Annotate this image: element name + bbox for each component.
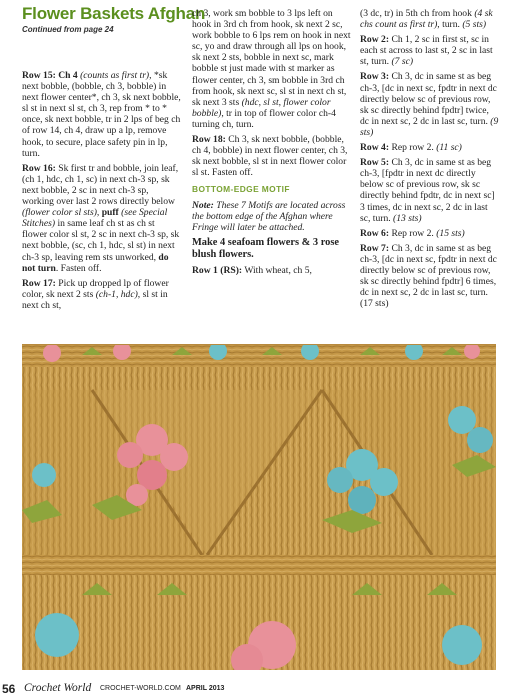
row-6-paragraph: Row 6: Rep row 2. (15 sts) [360, 227, 465, 239]
row-15-paragraph: Row 15: Ch 4 (counts as first tr), *sk next bobble, (bobble, ch 3, bobble) in next flower center*, ch 3, sk next bobble, sl st in next sl st, ch 3, rep from * to * once, sk next bobble, tr in 2 lps of beg ch of row 14, ch 4, draw up a lp, remove hook, to secure, place safety pin in lp, turn. [22, 70, 181, 159]
row-3-paragraph: Row 3: Ch 3, dc in same st as beg ch-3, [dc in next sc, fpdtr in next dc directly below sc of previous row, sk sc directly behind fpdtr] twice, dc in next sc, 2 dc in last sc, turn. (9 sts) [360, 71, 499, 138]
crochet-afghan-photo [22, 344, 496, 670]
row-17-paragraph: Row 17: Pick up dropped lp of flower color, sk next 2 sts (ch-1, hdc), sl st in next ch st, [22, 277, 169, 311]
blue-flower-right-1 [448, 406, 476, 434]
crochet-afghan-illustration [22, 345, 496, 670]
row-4-paragraph: Row 4: Rep row 2. (11 sc) [360, 142, 462, 154]
article-title: Flower Baskets Afghan [22, 4, 206, 23]
blue-flower-3 [370, 468, 398, 496]
flower-bottom-4 [442, 625, 482, 665]
flower-bottom-1 [35, 613, 79, 657]
row-1-paragraph: Row 1 (RS): With wheat, ch 5, [192, 264, 312, 276]
row-5-paragraph: Row 5: Ch 3, dc in same st as beg ch-3, [fpdtr in next dc directly below sc of previous row, sk sc directly behind fpdtr, dc in next sc] 3 times, dc in next sc, 2 dc in last sc, turn. (13 sts) [360, 157, 495, 224]
text-column-2 [192, 8, 352, 280]
note-paragraph: Note: These 7 Motifs are located across the bottom edge of the Afghan where Fringe will later be attached. [192, 199, 346, 233]
blue-flower-right-2 [467, 427, 493, 453]
row-2-paragraph: Row 2: Ch 1, 2 sc in first st, sc in each st across to last st, 2 sc in last st, turn. (7 sc) [360, 34, 493, 68]
issue-date: APRIL 2013 [186, 685, 225, 692]
row-1-continued-paragraph: (3 dc, tr) in 5th ch from hook (4 sk chs count as first tr), turn. (5 sts) [360, 8, 493, 31]
blue-flower-2 [327, 467, 353, 493]
magazine-name: Crochet World [24, 682, 92, 694]
magazine-website: CROCHET-WORLD.COM [100, 685, 181, 692]
lower-band [22, 555, 496, 575]
blue-flower-left [32, 463, 56, 487]
continued-from-note: Continued from page 24 [22, 25, 114, 34]
row-17-continued-paragraph: ch 3, work sm bobble to 3 lps left on hook in 3rd ch from hook, sk next 2 sc, work bobble to 6 lps rem on hook in next sc, yo and draw through all lps on hook, sk next 2 sts, bobble in next sc, mark bobble st just made with st marker as flower center, ch 3, sm bobble in 3rd ch from hook, sk next sc, sl st in next ch st, sk next 3 sts (hdc, sl st, flower color bobble), tr in top of flower color ch-4 turning ch, turn. [192, 8, 351, 130]
make-instruction: Make 4 seafoam flowers & 3 rose blush flowers. [192, 236, 339, 260]
blue-flower-4 [348, 486, 376, 514]
page-header [22, 4, 205, 34]
section-heading: BOTTOM-EDGE MOTIF [192, 184, 290, 195]
page-footer [0, 682, 514, 700]
pink-flower-2 [117, 442, 143, 468]
text-column-1 [22, 70, 182, 315]
row-18-paragraph: Row 18: Ch 3, sk next bobble, (bobble, ch 4, bobble) in next flower center, ch 3, sk next bobble, sl st in next flower color sl st. Fasten off. [192, 134, 348, 179]
row-16-paragraph: Row 16: Sk first tr and bobble, join leaf, (ch 1, hdc, ch 1, sc) in next ch-3 sp, sk next bobble, 2 sc in next ch-3 sp, working over last 2 rows directly below (flower color sl sts), puff (see Special Stitches) in same leaf ch st as ch st flower color sl st, 2 sc in next ch-3 sp, sk next bobble, (sc, ch 1, hdc, sl st) in next ch-3 sp, leaving rem sts unworked, do not turn. Fasten off. [22, 162, 180, 274]
page-number: 56 [2, 682, 16, 696]
row-7-paragraph: Row 7: Ch 3, dc in same st as beg ch-3, [dc in next sc, fpdtr in next dc directly below sc of previous row, sk sc directly behind fpdtr] 6 times, dc in next sc, 2 dc in last sc, turn. (17 sts) [360, 242, 497, 310]
text-column-3 [360, 8, 500, 313]
